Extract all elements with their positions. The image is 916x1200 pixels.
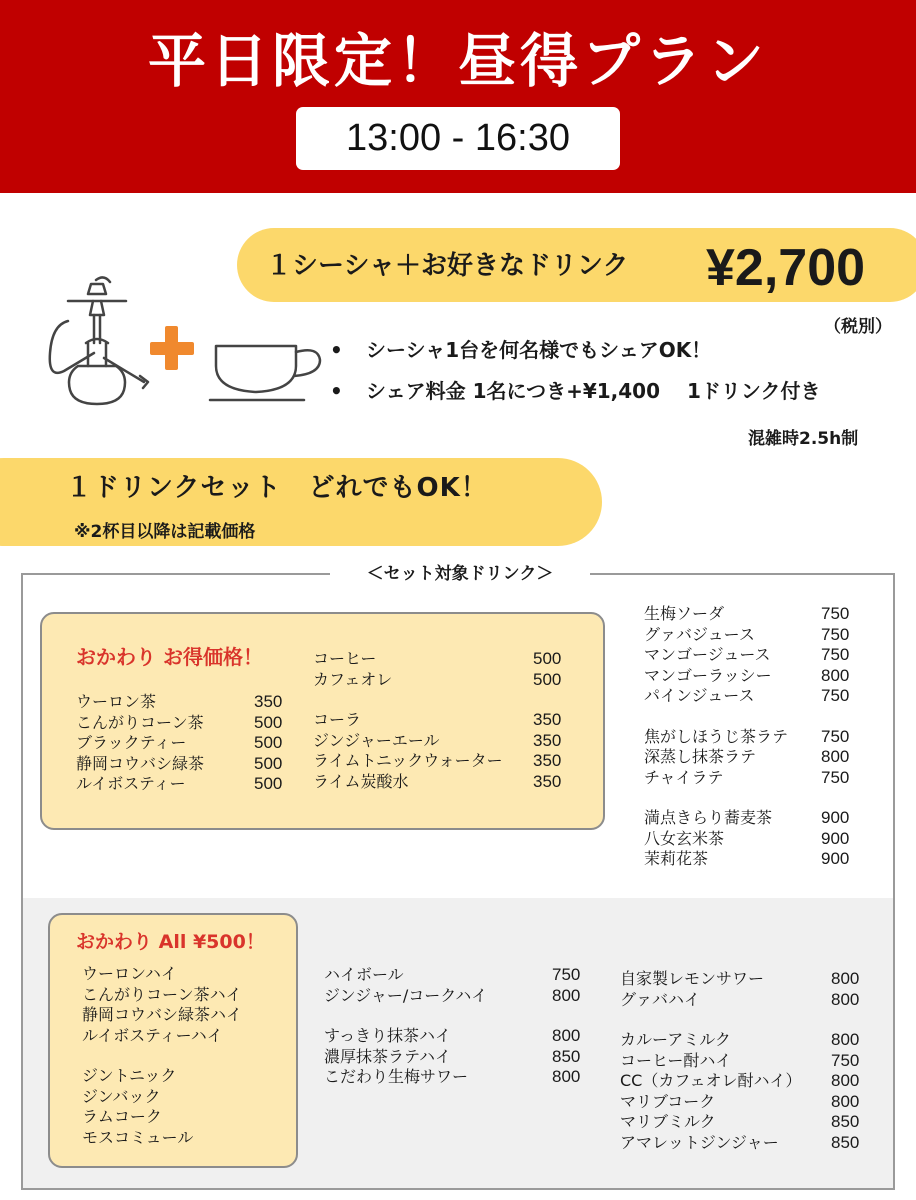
plan-price: ¥2,700	[706, 239, 866, 297]
coffee-cup-icon	[210, 346, 320, 400]
frame-label: ＜セット対象ドリンク＞	[330, 562, 590, 586]
hookah-icon	[50, 277, 148, 404]
set-title: １ドリンクセット どれでもOK！	[66, 473, 488, 503]
bullet-share-fee	[330, 376, 821, 406]
bullet-share	[330, 335, 711, 365]
plan-illustration	[38, 268, 338, 418]
header-banner	[0, 0, 916, 193]
bullet-mark: •	[330, 379, 343, 403]
plan-label: １シーシャ＋お好きなドリンク	[266, 251, 629, 281]
bullet-mark: •	[330, 338, 343, 362]
refill-box-title: おかわり All ¥500！	[76, 931, 265, 953]
bullet-text: シーシャ1台を何名様でもシェアOK！	[366, 338, 712, 362]
set-note: ※2杯目以降は記載価格	[74, 522, 256, 542]
refill-box-title: おかわり お得価格！	[76, 645, 263, 669]
bullet-text: シェア料金 1名につき+¥1,400 1ドリンク付き	[366, 379, 821, 403]
plus-icon	[150, 326, 194, 370]
page-title: 平日限定！昼得プラン	[147, 27, 768, 95]
crowd-note: 混雑時2.5h制	[748, 429, 859, 449]
tax-note: （税別）	[824, 317, 892, 337]
time-badge: 13:00 - 16:30	[296, 107, 620, 170]
